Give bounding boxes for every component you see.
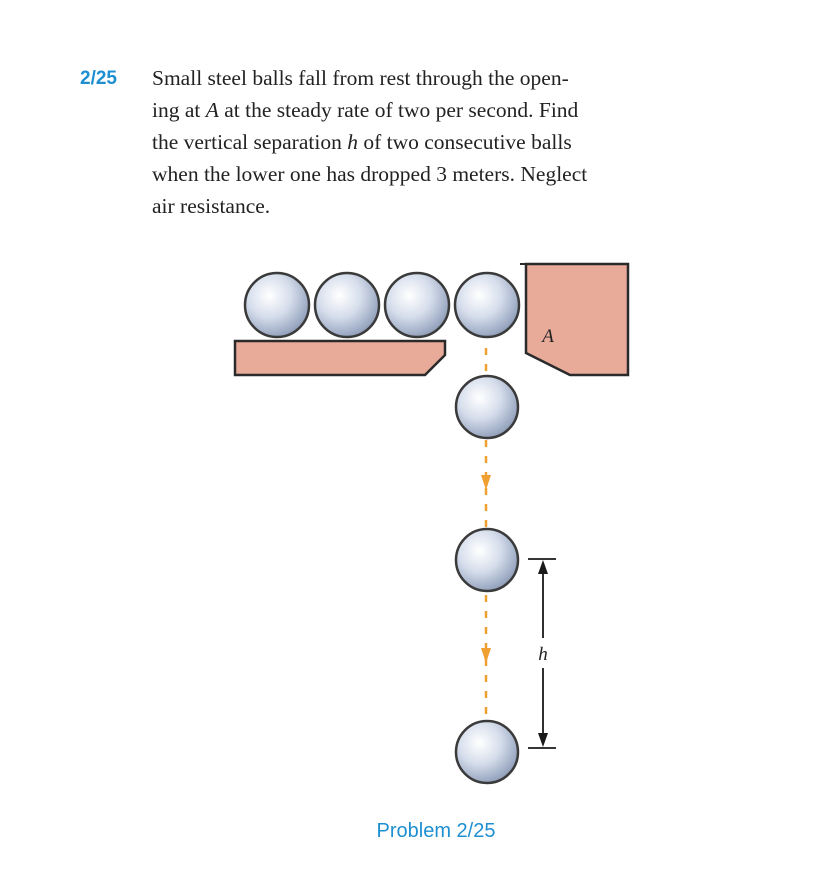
problem-line: air resistance. xyxy=(152,194,271,218)
problem-line: ing at A at the steady rate of two per second. Find xyxy=(152,98,579,122)
left-ledge xyxy=(235,341,445,375)
problem-line: Small steel balls fall from rest through the open- xyxy=(152,66,569,90)
problem-number: 2/25 xyxy=(80,68,117,89)
ball-row xyxy=(245,273,519,337)
falling-ball-1 xyxy=(456,376,518,438)
falling-ball-3 xyxy=(456,721,518,783)
steel-ball xyxy=(315,273,379,337)
problem-line: when the lower one has dropped 3 meters. Neglect xyxy=(152,162,588,186)
steel-ball xyxy=(245,273,309,337)
math-symbol: h xyxy=(347,130,358,154)
opening-label-a: A xyxy=(542,326,554,347)
drop-arrow-upper xyxy=(481,475,491,490)
separation-label-h: h xyxy=(538,644,548,665)
steel-ball xyxy=(385,273,449,337)
dimension-arrow-bottom xyxy=(538,733,548,747)
figure-caption: Problem 2/25 xyxy=(376,820,496,842)
drop-arrow-lower xyxy=(481,648,491,663)
math-symbol: A xyxy=(205,98,219,122)
problem-line: the vertical separation h of two consecutive balls xyxy=(152,130,572,154)
falling-balls xyxy=(456,376,518,783)
falling-ball-2 xyxy=(456,529,518,591)
right-block xyxy=(526,264,628,375)
steel-ball xyxy=(455,273,519,337)
dimension-arrow-top xyxy=(538,560,548,574)
